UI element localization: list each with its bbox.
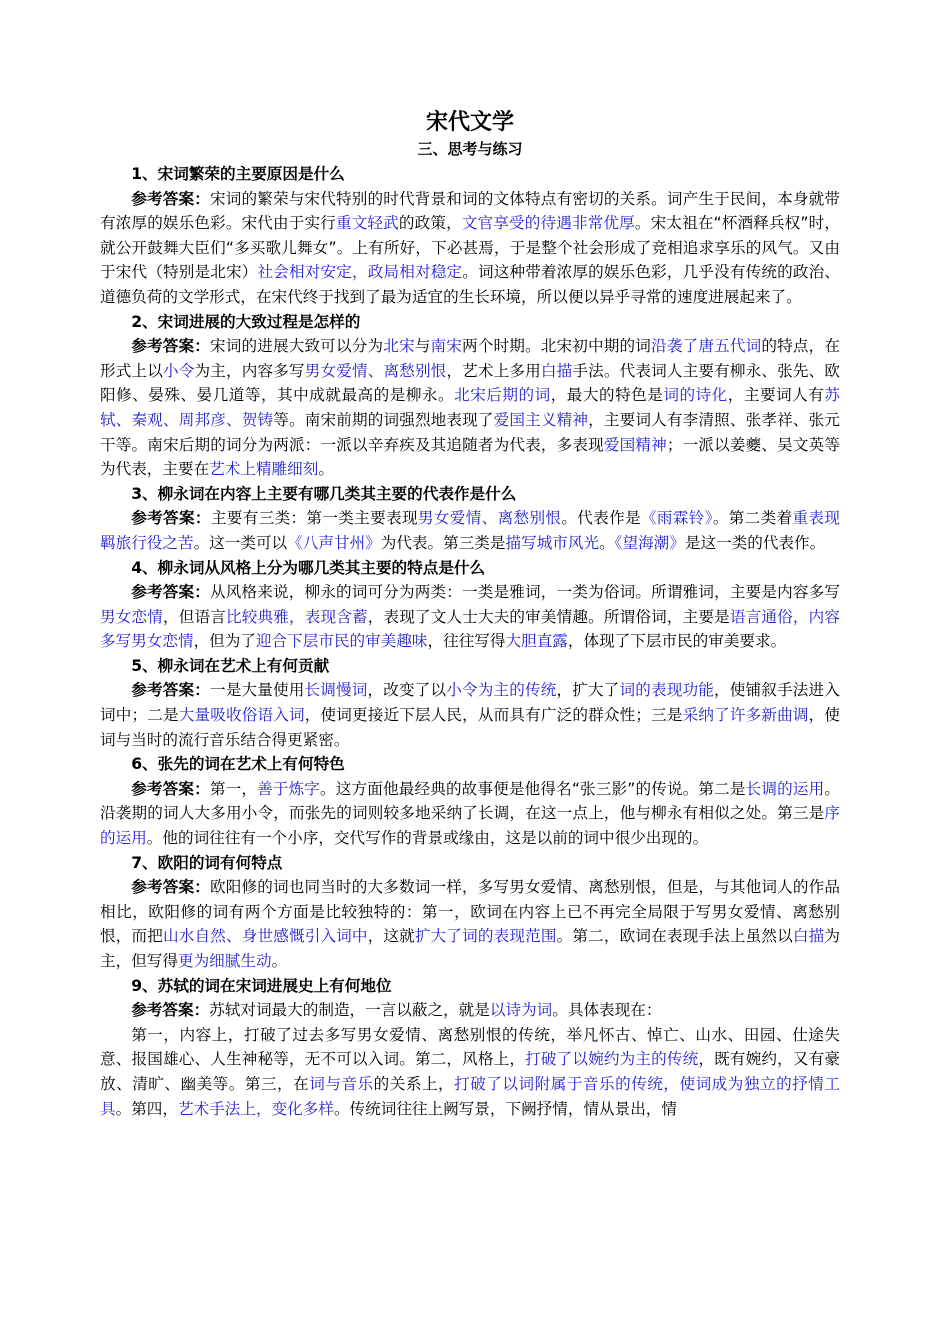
text-run: 第一，内容上，打破了过去多写男女爱情、离愁别恨的传统，举凡怀古、悼亡、山水、田园、仕途失意、报国雄心、人生神秘等，无不可以入词。第二，风格上， bbox=[100, 1025, 840, 1069]
answer-paragraph bbox=[100, 334, 840, 482]
text-run: 。具体表现在： bbox=[552, 1001, 662, 1020]
answer-label: 参考答案： bbox=[131, 189, 210, 208]
text-run: 。代表作是 bbox=[561, 509, 641, 528]
text-run: ，但为了 bbox=[193, 632, 256, 651]
question-heading bbox=[100, 556, 840, 581]
text-run: 5、柳永词在艺术上有何贡献 bbox=[131, 656, 330, 675]
highlighted-text: 小令 bbox=[162, 361, 195, 380]
text-run: ，但语言 bbox=[163, 607, 226, 626]
text-run: 。这一类可以 bbox=[193, 533, 288, 552]
page-subtitle: 三、思考与练习 bbox=[417, 140, 523, 158]
highlighted-text: 大量吸收俗语入词 bbox=[178, 706, 305, 725]
highlighted-text: 艺术手法上，变化多样 bbox=[178, 1099, 334, 1118]
highlighted-text: 采纳了许多新曲调 bbox=[682, 706, 809, 725]
highlighted-text: 爱国精神 bbox=[603, 435, 667, 454]
text-run: 等。南宋前期的词强烈地表现了 bbox=[273, 410, 494, 429]
highlighted-text: 比较典雅，表现含蓄 bbox=[226, 607, 368, 626]
answer-paragraph bbox=[100, 580, 840, 654]
text-run: ，改变了以 bbox=[367, 681, 447, 700]
highlighted-text: 更为细腻生动 bbox=[177, 952, 272, 970]
answer-paragraph bbox=[100, 777, 840, 851]
highlighted-text: 迎合下层市民的审美趣味 bbox=[255, 632, 428, 651]
answer-label: 参考答案： bbox=[131, 878, 210, 897]
question-answer-list bbox=[100, 162, 840, 1121]
highlighted-text: 沿袭了唐五代词 bbox=[651, 337, 762, 356]
text-run: 的政策， bbox=[398, 214, 462, 233]
text-run: 是这一类的代表作。 bbox=[684, 533, 826, 552]
highlighted-text: 扩大了词的表现范围 bbox=[414, 927, 557, 946]
text-run: ，扩大了 bbox=[556, 681, 620, 700]
highlighted-text: 《雨霖铃》 bbox=[640, 509, 713, 528]
text-run: 。宋太祖在“杯酒释兵权”时，就公开鼓舞大臣们“多买歌儿舞女”。上有所好，下必甚焉，于是整个社会形成了竞相追求享乐的风气。又由于宋代（特别是北宋） bbox=[100, 214, 840, 282]
highlighted-text: 男女恋情 bbox=[100, 607, 163, 626]
text-run: ，主要词人有李清照、张孝祥、张元干等。南宋后期的词分为两派：一派以辛弃疾及其追随者为代表，多表现 bbox=[100, 410, 840, 454]
text-run: 从风格来说，柳永的词可分为两类：一类是雅词，一类为俗词。所谓雅词，主要是内容多写 bbox=[209, 583, 840, 602]
question-heading bbox=[100, 974, 840, 999]
highlighted-text: 善于炼字 bbox=[257, 779, 321, 798]
text-run: 1、宋词繁荣的主要原因是什么 bbox=[131, 165, 345, 183]
highlighted-text: 《望海潮》 bbox=[614, 533, 685, 552]
text-run: 两个时期。北宋初中期的词 bbox=[462, 337, 652, 356]
answer-label: 参考答案： bbox=[131, 681, 210, 700]
highlighted-text: 爱国主义精神 bbox=[493, 410, 589, 429]
text-run: 。 bbox=[318, 460, 334, 479]
question-heading bbox=[100, 654, 840, 679]
highlighted-text: 北宋 bbox=[383, 337, 415, 356]
answer-label: 参考答案： bbox=[131, 583, 210, 602]
text-run: 。词这种带着浓厚的娱乐色彩，几乎没有传统的政治、道德负荷的文学形式，在宋代终于找到了最为适宜的生长环境，所以便以异乎寻常的速度进展起来了。 bbox=[100, 263, 840, 306]
question-heading bbox=[100, 851, 840, 876]
text-run: ，既有婉约，又有豪放、清旷、幽美等。第三，在 bbox=[100, 1050, 840, 1093]
highlighted-text: 打破了以词附属于音乐的传统，使词成为独立的抒情工具 bbox=[100, 1074, 840, 1118]
highlighted-text: 长调慢词 bbox=[304, 681, 368, 700]
text-run: 宋词的繁荣与宋代特别的时代背景和词的文体特点有密切的关系。词产生于民间，本身就带有浓厚的娱乐色彩。宋代由于实行 bbox=[100, 189, 840, 233]
highlighted-text: 序的运用 bbox=[100, 804, 840, 848]
text-run: 主要有三类：第一类主要表现 bbox=[210, 509, 418, 528]
answer-paragraph bbox=[100, 875, 840, 973]
highlighted-text: 打破了以婉约为主的传统 bbox=[525, 1050, 699, 1069]
highlighted-text: 大胆直露 bbox=[505, 632, 568, 651]
highlighted-text: 《八声甘州》 bbox=[287, 533, 381, 552]
question-heading bbox=[100, 482, 840, 507]
text-run: 与 bbox=[414, 337, 431, 356]
answer-label: 参考答案： bbox=[131, 337, 210, 356]
text-run: 第一， bbox=[209, 779, 258, 798]
highlighted-text: 男女爱情、离愁别恨 bbox=[417, 509, 562, 528]
text-run: 为代表。第三类是 bbox=[380, 533, 506, 552]
answer-label: 参考答案： bbox=[131, 779, 210, 798]
text-run: 4、柳永词从风格上分为哪几类其主要的特点是什么 bbox=[131, 558, 486, 577]
answer-paragraph bbox=[100, 678, 840, 752]
text-run: 7、欧阳的词有何特点 bbox=[131, 853, 283, 872]
highlighted-text: 北宋后期的词 bbox=[454, 386, 551, 405]
text-run: ，体现了下层市民的审美要求。 bbox=[567, 632, 787, 651]
text-run: 。第四， bbox=[115, 1099, 178, 1118]
answer-label: 参考答案： bbox=[131, 1001, 210, 1020]
text-run: 的关系上， bbox=[373, 1074, 455, 1093]
page-title: 宋代文学 bbox=[425, 110, 514, 135]
text-run: 为主，但写得 bbox=[100, 927, 840, 970]
text-run: 。第二类着 bbox=[712, 509, 793, 528]
text-run: 。第二，欧词在表现手法上虽然以 bbox=[556, 927, 793, 946]
text-run: ，往往写得 bbox=[427, 632, 506, 651]
highlighted-text: 文官享受的待遇非常优厚 bbox=[461, 214, 635, 233]
text-run: ，使词与当时的流行音乐结合得更紧密。 bbox=[100, 706, 840, 749]
text-run: 6、张先的词在艺术上有何特色 bbox=[131, 755, 345, 774]
text-run: 欧阳修的词也同当时的大多数词一样，多写男女爱情、离愁别恨，但是，与其他词人的作品相比，欧阳修的词有两个方面是比较独特的：第一，欧词在内容上已不再完全局限于写男女爱情、离愁别恨，而把 bbox=[100, 878, 840, 946]
text-run: 。传统词往往上阙写景，下阙抒情，情从景出，情 bbox=[333, 1099, 678, 1118]
highlighted-text: 男女爱情、离愁别恨 bbox=[304, 361, 447, 380]
answer-label: 参考答案： bbox=[131, 509, 211, 528]
text-run: 为主，内容多写 bbox=[194, 361, 305, 380]
text-run: 。他的词往往有一个小序，交代写作的背景或缘由，这是以前的词中很少出现的。 bbox=[146, 829, 709, 848]
text-run: ，艺术上多用 bbox=[446, 361, 541, 380]
text-run: ，使词更接近下层人民，从而具有广泛的群众性；三是 bbox=[304, 706, 683, 725]
highlighted-text: 重文轻武 bbox=[335, 214, 399, 233]
highlighted-text: 苏轼、秦观、周邦彦、贺铸 bbox=[100, 386, 840, 429]
body-paragraph bbox=[100, 1023, 840, 1121]
text-run: 一是大量使用 bbox=[209, 681, 305, 700]
highlighted-text: 山水自然、身世感慨引入词中 bbox=[162, 927, 368, 946]
highlighted-text: 词与音乐 bbox=[309, 1074, 374, 1093]
text-run: ，主要词人有 bbox=[727, 386, 825, 405]
highlighted-text: 南宋 bbox=[430, 337, 463, 356]
text-run: 9、苏轼的词在宋词进展史上有何地位 bbox=[131, 976, 392, 995]
highlighted-text: 长调的运用 bbox=[745, 779, 825, 798]
text-run: ；一派以姜夔、吴文英等为代表，主要在 bbox=[100, 435, 840, 479]
highlighted-text: 重表现羁旅行役之苦 bbox=[100, 509, 840, 552]
text-run: 的特点，在形式上以 bbox=[100, 337, 840, 380]
highlighted-text: 词的表现功能 bbox=[619, 681, 715, 700]
text-run: 2、宋词进展的大致过程是怎样的 bbox=[131, 312, 361, 331]
text-run: 。 bbox=[599, 533, 615, 552]
text-run: 。 bbox=[271, 952, 288, 970]
highlighted-text: 语言通俗，内容多写男女恋情 bbox=[100, 607, 840, 651]
highlighted-text: 词的诗化 bbox=[663, 386, 728, 405]
text-run: 手法。代表词人主要有柳永、张先、欧阳修、晏殊、晏几道等，其中成就最高的是柳永。 bbox=[100, 361, 840, 405]
highlighted-text: 社会相对安定，政局相对稳定 bbox=[257, 263, 463, 282]
answer-paragraph bbox=[100, 506, 840, 555]
highlighted-text: 艺术上精雕细刻 bbox=[209, 460, 319, 479]
answer-paragraph bbox=[100, 998, 840, 1023]
highlighted-text: 白描 bbox=[792, 927, 825, 946]
question-heading bbox=[100, 752, 840, 777]
text-run: 宋词的进展大致可以分为 bbox=[209, 337, 384, 356]
text-run: 苏轼对词最大的制造，一言以蔽之，就是 bbox=[209, 1001, 490, 1020]
text-run: ，最大的特色是 bbox=[550, 386, 664, 405]
highlighted-text: 以诗为词 bbox=[489, 1001, 553, 1020]
text-run: 。沿袭期的词人大多用小令，而张先的词则较多地采纳了长调，在这一点上，他与柳永有相似之处。第三是 bbox=[100, 779, 840, 823]
text-run: 。这方面他最经典的故事便是他得名“张三影”的传说。第二是 bbox=[320, 779, 746, 798]
text-run: ，这就 bbox=[367, 927, 415, 946]
text-run: ，使铺叙手法进入词中；二是 bbox=[100, 681, 840, 725]
text-run: ，表现了文人士大夫的审美情趣。所谓俗词，主要是 bbox=[367, 607, 730, 626]
question-heading bbox=[100, 162, 840, 187]
highlighted-text: 白描 bbox=[540, 361, 573, 380]
question-heading bbox=[100, 310, 840, 335]
highlighted-text: 小令为主的传统 bbox=[446, 681, 557, 700]
answer-paragraph bbox=[100, 187, 840, 310]
text-run: 3、柳永词在内容上主要有哪几类其主要的代表作是什么 bbox=[131, 484, 517, 503]
highlighted-text: 描写城市风光 bbox=[505, 533, 600, 552]
